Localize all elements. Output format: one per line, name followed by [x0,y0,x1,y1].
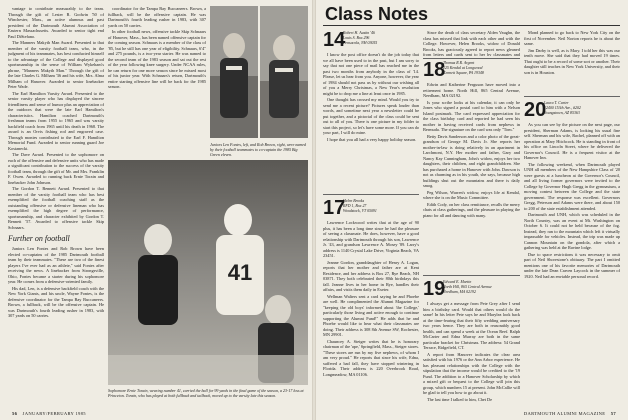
class-contact: Robert H. Austin '46 Louis S. Box 296 Pensacola, NH 03055 [343,31,378,45]
paragraph: I always get a message from Pete Grey after I send him a birthday card. Would that others would do the same! In his letter Pete says he and Marylea look back at the time-fearing that their fifty wedding anniversary two years hence. They are both in reasonably good health, and can spend a week at the Ocean Reef. Ralph McCarter and Edna Murray are both in the same particular bracket for Christmas. The address: 54 Grand Terrace, Ridgefield, CT. [423,301,520,350]
entry-body [323,52,419,192]
class-entry-20 [524,100,620,403]
paragraph: Mond planned to go back to New York City on the first of November. Neil Norton reports he is about the same. [524,30,620,46]
paragraph: Since the death of class secretary Alden Vaughn, the class has missed that link with each other and with the College. However, Helen Brooks, widow of Donald Brooks, has graciously agreed to report news gleaned from letters and cards sent to her by classmates and [423,30,520,56]
paragraph: Juniors Len Fontes and Rob Brown have been elected co-captains of the 1985 Dartmouth football team by their teammates. "These are two of the finest players I've ever had as an athlete," said Fontes after receiving the news. A linebacker from Strongsville, Ohio, Fontes became a starter during his sophomore year. He comes from a defensive-oriented family. [8,246,104,284]
paragraph: The Earl Hamilton Varsity Award. Presented to the senior varsity player who has displayed the sincere friendliness and sense of humor plus an appreciation of the outdoors that were the late Earl Hamilton's characteristics. Hamilton coached Dartmouth's freshman teams from 1955 to 1965 and was varsity backfield coach from 1965 until his death in 1968. The award is an Orvis fishing rod and engraved case. Through monies contributed to the Earl F. Hamilton Memorial Fund. Awarded to senior running guard Joe Kostanecki. [8,90,104,151]
photo-football-action [108,160,308,385]
paragraph: Betty Davis Sanderson and a color photo of the great-grandson of George M. Davis Jr. She reports her mother-in-law is doing relatively in an apartment in Larchmont, N.Y. Her mother and father, Gary and Nancy Kay Cunningham, John's widow, enjoys her two daughters, their children, and eight grandchildren. She has purchased a home in Hanover with John. Dawson is not as charming as in his youth, she says, because high buildings shut out the mountains and there is daily smog. [423,133,520,188]
paragraph: Chauncey A. Steiger writes that he is honorary chairman of the 'ape,' Springfield, Mass., Steiger stores. "These stores are run by my five nephews, of whom I am very proud." He reports that since his wife, Edna, suffered a bad fall, they have stopped wintering in Florida. Their address is 220 Overbrook Road, Longmeadow, MA 01106. [323,338,419,377]
page-number-right: 57 [610,411,616,416]
left-column-b [108,6,206,138]
paragraph: Wellman Walters sent a card saying he and Phoebe are well. He complimented the Alumni Magazine for "keeping the old boys' informed about 'the College,' particularly those living and active enough to continue supporting the Alumni Fund!" He adds that he and Phoebe would like to hear what their classmates are doing. Their address is 308 8th Avenue SW, Rochester, MN 29901. [323,293,419,337]
left-page [0,0,313,420]
paragraph: Edith Cody, on her class remittance, recalls the merry chats at class gatherings, and the pleasure in playing the piano for all and dancing with many. [423,201,520,218]
class-year: 19 [423,278,446,300]
paragraph: Due to space restrictions it was necessary to omit part of Neil Shorestone's obituary. The part I omitted mentions one of his favorite memories of Dartmouth under the late Dean Craven Laycock in the summer of 1920. Neil had an enviable personal record. [524,251,620,279]
class-entry-18 [423,60,520,270]
right-page [315,0,628,420]
class-entry-19 [423,279,520,403]
title-rule [323,25,620,26]
entry-body [423,301,520,403]
class-year: 17 [323,197,346,219]
carry-over-text [524,30,620,90]
photo-co-captains-right [260,6,308,138]
entry-divider [524,96,620,97]
paragraph: The Gordon T. Bennett Award. Presented to that member of the varsity football team who has best exemplified the football coaching staff as the outstanding offensive or defensive lineman who has exemplified the high degree of performance, sportsmanship, and character exhibited by Gordon T. Bennett '57. Awarded to offensive tackle Skip Schnaars. [8,186,104,230]
paragraph: As you can see by the picture on the next page, our president, Sherman Adams, is looking his usual fine self. Sherman and his wife, Rachel, planned off with an operation at Mary Hitchcock. He is standing in front of his office on Lincoln Street, where he delivered the Governor's Council. He is a frequent visitor at the Hanover Inn. [524,122,620,160]
caption-torain: Sophomore Ernie Torain, wearing number 41, carried the ball for 99 yards in the final game of the season, a 23-17 loss at Princeton. Torain, who has played at both fullback and tailback, moved up to the varsity late this season. [108,388,304,398]
paragraph: Jim Darby is well, as is Mary. I told her this was our tenth move. She said that they had moved 19 times. That ought to be a record of some sort or another. Their daughter still teaches in New York University, and their son is in Houston. [524,47,620,75]
paragraph: Jeanne Gordon, granddaughter of Henry A. Logan, reports that her mother and father are at Kent Residence, and her address is Box 27, Rye Beach, NH 03871. They both celebrated their 80th birthdays this fall. Jeanne lives in her home in Rye, handles their affairs, and visits them daily in Exeter. [323,259,419,292]
paragraph: vantage to contribute measurably to the team. Through the gift of Lester R. Godwin '50 of Winchester, Mass., an active alumnus and past president of the Dartmouth Alumni Association of Eastern Massachusetts. Awarded to senior tight end Paul DiStefano. [8,6,104,39]
paragraph: The following weekend, when Dartmouth played UNH all members of the New Hampshire Class of '20 were guests at a luncheon at the Governor's Council, and all living former governors were invited to the College by Governor Hugh Gregg in the gymnasium, a moving contest between the College and the state government. The response was excellent. Governors Gregg, Peterson and Adams were there, and about 150 to 200 of the state establishment attended. [524,161,620,211]
paragraph: In other football news, offensive tackle Skip Schnaars of Hanover, Mass., has been named offensive captain for the coming season. Schnaars is a member of the class of '85, but he still has one year of eligibility. Schnaars, 6'4" and 275 pounds, is a two-year starter. He was named to the second team of the 1983 season and sat out the rest of the year following knee surgery. Under NCAA rules, he can return for one more season since he missed most of his junior year. With Schnaars's return, Dartmouth's entire starting offensive line will be back for the 1985 season. [108,29,206,89]
paragraph: I know the post office doesn't do the job today that we all have been used to in the past, but I am sorry to say that not one piece of mail has reached me in the past two months from anybody in the class of '14. Please, let us hear from you. Anyone, however, the year of 1984 should not pass us by without our wishing all of you a Merry Christmas, a New Year's resolution might be to drop me a line at least once in 1985. [323,52,419,96]
class-entry-17 [323,198,419,403]
photo-co-captains-left [210,6,258,138]
magazine-name: DARTMOUTH ALUMNI MAGAZINE [523,411,606,416]
paragraph: I hope that you all had a very happy holiday season. [327,136,417,142]
paragraph: A report from Hanover indicates the clear area satisfied with his 1976 or the Ann Arbor experience. He has pleasant relationships with the College with the stipulation that the income would be credited to the '19 Fund. The addition to a Hanover Scholarship by which a mixed gift or bequest to the College will join this group, which numbers 15 at present. John McCallie will be glad to tell you how to go about it. [423,351,520,395]
paragraph: His dad, Len, is a defensive backfield coach with the New York Giants, and his uncle, Wayne Fontes, is the defensive coordinator for the Tampa Bay Buccaneers. Brown, a fullback, will be the offensive captain. He was Dartmouth's fourth leading rusher in 1983, with 307 yards on 50 carries. [8,285,104,318]
entry-divider [423,275,520,276]
class-entry-14 [323,30,419,190]
paragraph: One thought has crossed my mind. Would you try to send me a recent picture? Pictures speak louder than words, and sometime next year a newsletter could be put together, and a pictorial of the class could be sent out to all of you. There is one picture in my folder to start this project, so let's have some more. If you can do your part, I will do mine. [323,97,419,135]
paragraph: The Manners Makyth Man Award. Presented to that member of the varsity football team, who, in the judgment of his teammates, has best conducted himself to the advantage of the College and displayed good sportsmanship in the sense of William Wykeham's phrase, "Manners Makyth Man." Through the gift of the late Charles G. Milham '36 and his wife, Mrs. Alma Milham of Hanover. Awarded to senior linebacker Peter Wade. [8,40,104,89]
class-year: 18 [423,59,446,81]
section-title: Class Notes [325,4,429,24]
class-contact: Edward E. Martin North Hill, 865 Central Avenue Needham, MA 02192 [443,280,492,294]
class-contact: Helen Brooks RFD 1, Box 27 Woodstock, VT 05091 [343,199,377,213]
left-footer [8,411,86,416]
subhead-further-on-football: Further on football [8,234,70,243]
right-footer [524,411,620,416]
paragraph: Peg Wilson, Warren's widow, enjoys life at Kendal, where she is on the Music Committee. [423,189,520,200]
issue-date: JANUARY/FEBRUARY 1985 [22,411,86,416]
svg-text:41: 41 [227,260,253,285]
page-number-left: 56 [12,411,18,416]
caption-co-captains: Juniors Len Fontes, left, and Rob Brown, right, were named by their football teammates to co-captain the 1985 Big Green eleven. [210,142,307,157]
class-contact: Laura T. Carter 12400 153th Ave., #202 Youngstown, AZ 85363 [544,101,581,115]
carry-over-text [423,30,520,56]
entry-divider [323,194,419,195]
paragraph: Edwin and Katherine Ferguson have moved into a retirement home. North Hill, 865 Central Avenue, Needham, MA 02192. [423,82,520,98]
entry-body [423,82,520,270]
paragraph: coordinator for the Tampa Bay Buccaneers. Brown, a fullback, will be the offensive captain. He was Dartmouth's fourth leading rusher in 1983, with 307 yards on 50 carries. [108,6,206,28]
entry-body [524,122,620,403]
paragraph: Dartmouth and UNH, which was scheduled in the North Country, was an event at Mt. Washington on October 6. It could not be held because of the fog. Instead, they ran to the mountain which left it virtually impassable for vehicles. Instead, the trip was made up Cannon Mountain on the gondola, after which a gathering was held at the Ravine lodge. [524,212,620,250]
paragraph: Is your scribe looks at his calendar, it can only be Jones who signed a postal card to him with a Nelson Island postmark. The card expressed appreciation for the class birthday card and reported he had seen his mother in having received cards from nephews in Bermuda. The signature on the card was only "Tom." [423,99,520,132]
paragraph: The last time I talked to him, Chet De [427,396,493,402]
paragraph: The Dave Award. Presented to the sophomore on each of the offensive and defensive units who has made a significant contribution to the success of the varsity football team, through the gift of Mr. and Mrs. Franklin F. Owen. Awarded to running back Ernie Torain and linebacker John Johnson. [8,152,104,185]
left-column-a [8,6,104,401]
class-contact: Thomas R.R. Argent 225 Kendal at Longwood Kennett Square, PA 19348 [443,61,484,75]
paragraph: Lawrence Lockwood writes that at the age of 90 plus, it has been a long time since he had the pleasure of seeing a classmate. He does, however, have a good relationship with Dartmouth through his son, Lawrence Jr. '43, and grandson Lawrence A. Mosey '89. Larry's address is 1140 Crystal Lake Drive, Virginia Beach, VA 23451. [323,220,419,258]
class-year: 20 [524,99,547,121]
class-year: 14 [323,29,346,51]
entry-body [323,220,419,403]
